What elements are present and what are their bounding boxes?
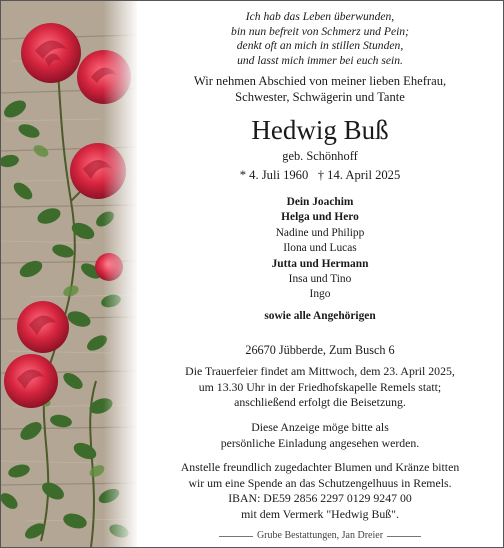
deceased-name: Hedwig Buß	[251, 115, 389, 145]
mourner-line: Helga und Hero	[281, 211, 359, 224]
maiden-name: geb. Schönhoff	[282, 149, 358, 163]
mourner-line: Dein Joachim	[286, 196, 354, 208]
donation-line: IBAN: DE59 2856 2297 0129 9247 00	[228, 491, 412, 506]
address: 26670 Jübberde, Zum Busch 6	[245, 343, 395, 357]
donation-line: mit dem Vermerk "Hedwig Buß".	[241, 506, 399, 521]
invite-line: persönliche Einladung angesehen werden.	[220, 435, 420, 450]
poem-line: denkt oft an mich in stillen Stunden,	[236, 39, 404, 53]
poem-line: bin nun befreit von Schmerz und Pein;	[231, 24, 409, 38]
donation-notice	[137, 460, 503, 522]
text-column	[137, 1, 503, 547]
funeral-home-name: Grube Bestattungen, Jan Dreier	[256, 530, 384, 541]
rose-photo	[1, 1, 137, 547]
poem-line: Ich hab das Leben überwunden,	[245, 10, 395, 23]
life-dates: * 4. Juli 1960 † 14. April 2025	[239, 168, 401, 182]
invite-line: Diese Anzeige möge bitte als	[251, 420, 389, 434]
mourner-line: Insa und Tino	[288, 273, 352, 286]
mourners-list	[137, 195, 503, 324]
farewell-intro	[137, 73, 503, 105]
intro-line: Schwester, Schwägerin und Tante	[235, 90, 405, 104]
funeral-home-credit	[137, 530, 503, 542]
divider	[387, 536, 421, 537]
ceremony-notice	[137, 364, 503, 411]
poem	[137, 10, 503, 68]
invitation-notice	[137, 420, 503, 451]
intro-line: Wir nehmen Abschied von meiner lieben Ehefrau,	[193, 74, 447, 88]
mourner-line: sowie alle Angehörigen	[264, 309, 376, 322]
donation-line: wir um eine Spende an das Schutzengelhuus in Remels.	[188, 475, 452, 490]
ceremony-line: Die Trauerfeier findet am Mittwoch, dem 23. April 2025,	[185, 364, 455, 378]
donation-line: Anstelle freundlich zugedachter Blumen und Kränze bitten	[180, 460, 460, 474]
ceremony-line: um 13.30 Uhr in der Friedhofskapelle Remels statt;	[198, 379, 442, 394]
divider	[219, 536, 253, 537]
poem-line: und lasst mich immer bei euch sein.	[237, 53, 403, 67]
mourner-line: Jutta und Hermann	[271, 257, 369, 270]
mourner-line: Nadine und Philipp	[275, 226, 365, 239]
ceremony-line: anschließend erfolgt die Beisetzung.	[234, 395, 406, 410]
mourner-line: Ilona und Lucas	[283, 242, 357, 255]
mourner-line: Ingo	[309, 288, 331, 301]
